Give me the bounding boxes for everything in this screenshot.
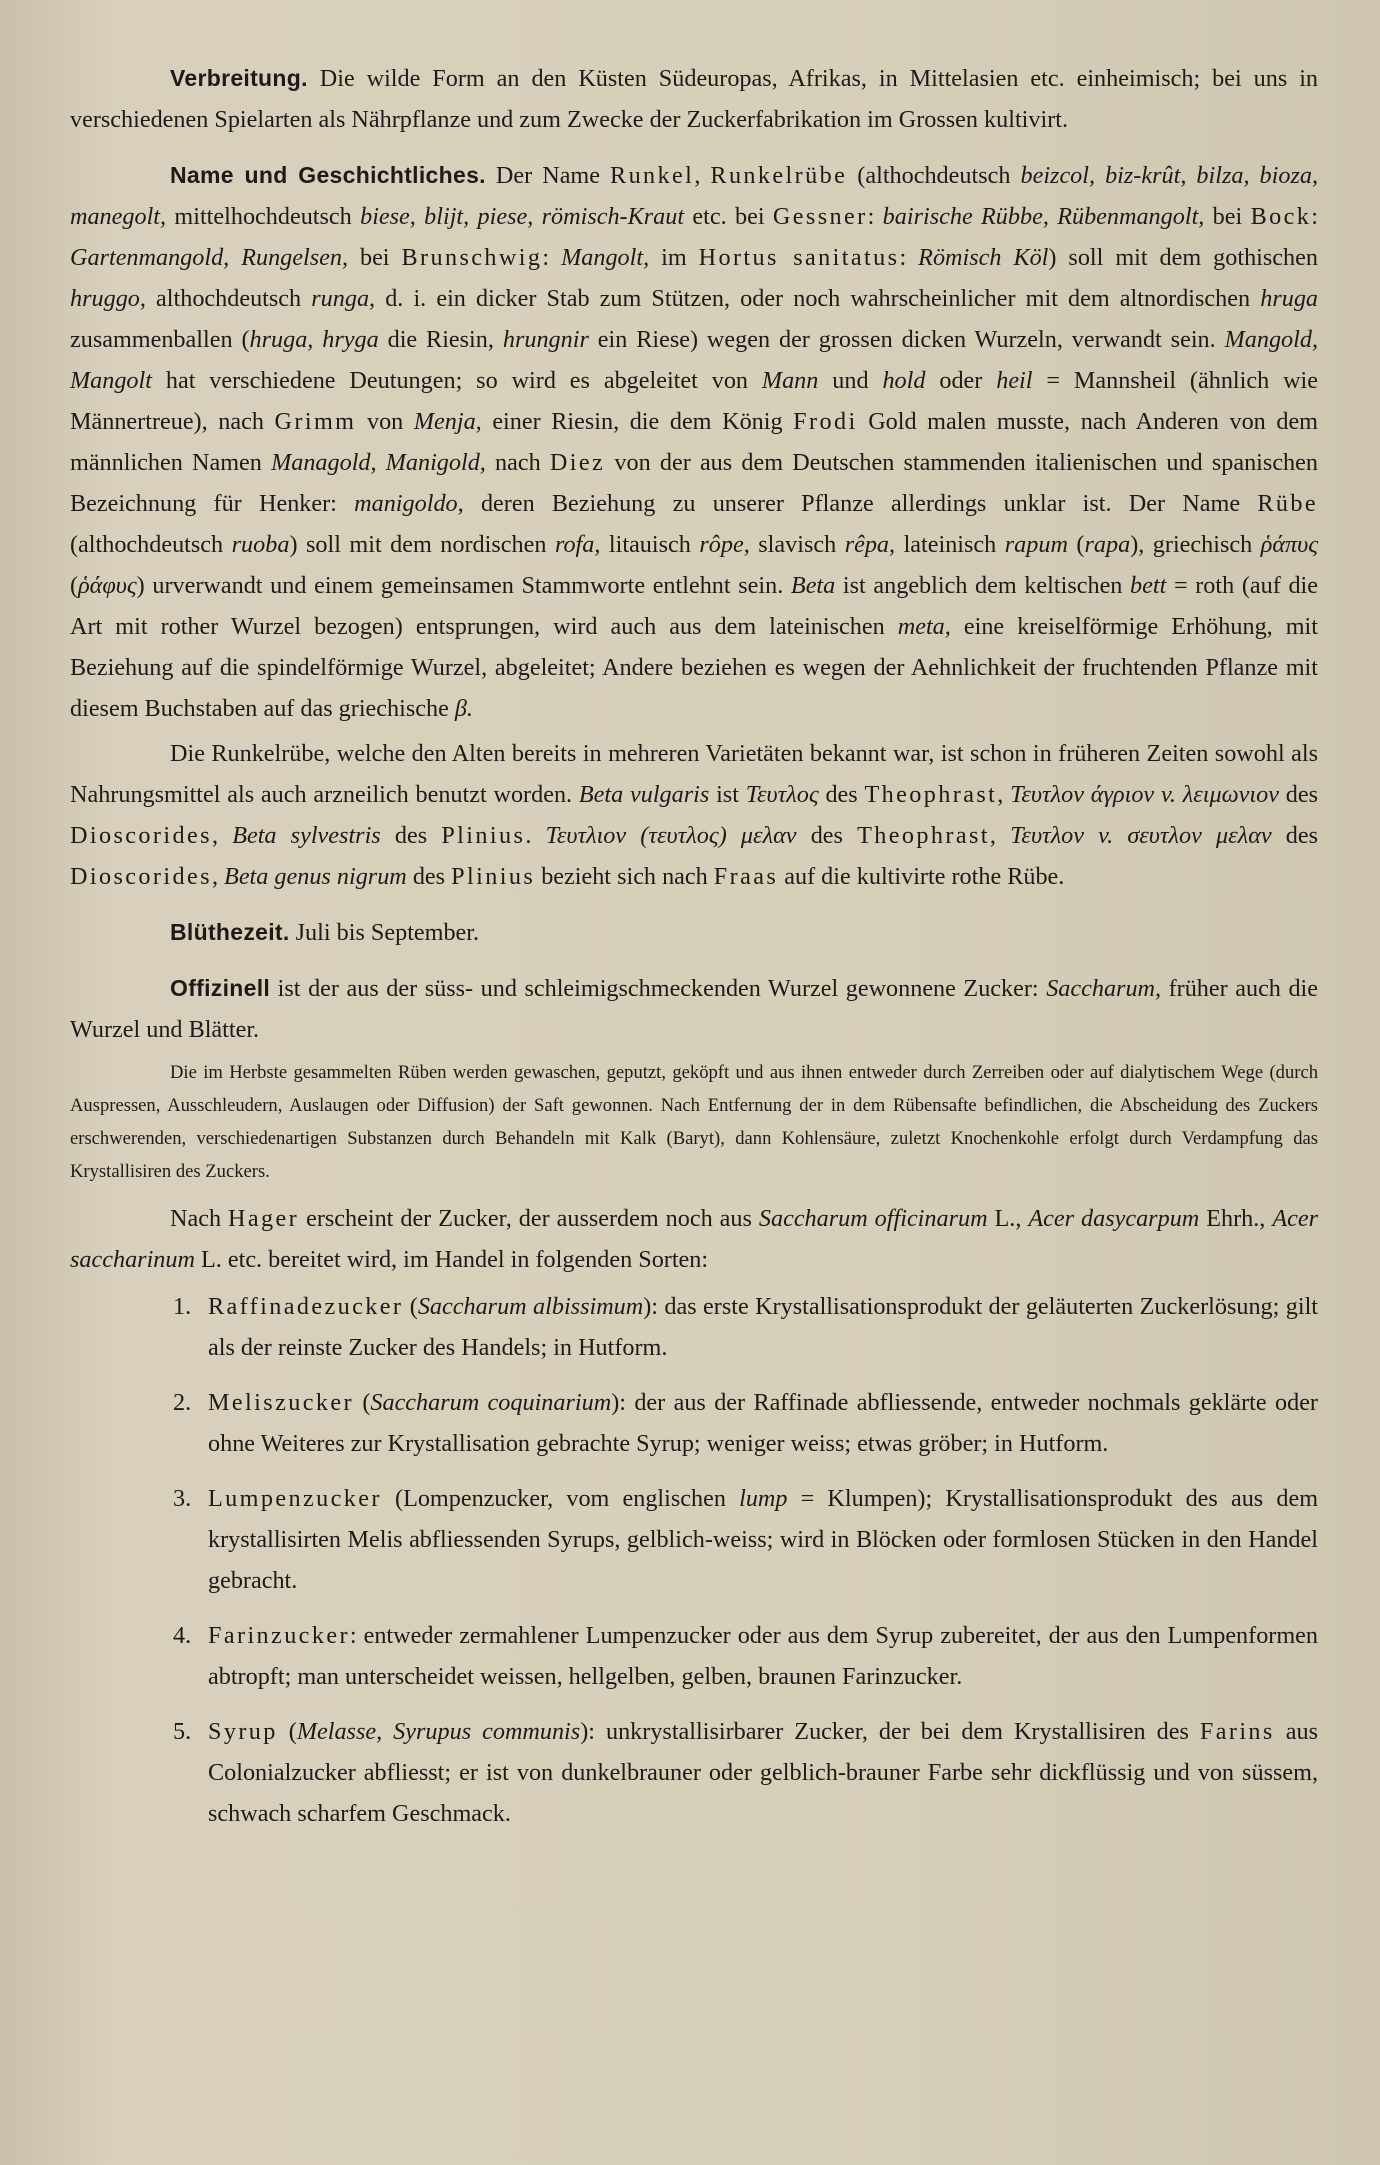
italic-term: runga, [311,285,376,312]
spaced-name: Frodi [793,408,858,435]
list-number: 1. [173,1293,192,1320]
italic-term: Acer dasycarpum [1028,1205,1200,1232]
sugar-type-item: 4. Farinzucker: entweder zermahlener Lumpenzucker oder aus dem Syrup zubereitet, der aus den Lumpenformen abtropft; man unterscheidet weissen, hellgelben, gelben, braunen Farinzucker. [70,1615,1318,1697]
spaced-name: Runkel [610,162,695,189]
italic-term: rofa, [554,531,601,558]
italic-term: rapum [1004,531,1068,558]
italic-term: ruoba [231,531,290,558]
italic-term: Römisch Köl [918,244,1049,271]
offizinell-paragraph [70,968,1318,1050]
italic-term: Managold, Manigold, [271,449,486,476]
spaced-name: Gessner [772,203,868,230]
italic-term: hruggo, [70,285,146,312]
italic-term: heil [996,367,1033,394]
name-paragraph [70,155,1318,729]
offizinell-text: ist der aus der süss- und schleimigschmeckenden Wurzel gewonnene Zucker: Saccharum, früher auch die Wurzel und Blätter. [70,975,1318,1043]
spaced-name: Dioscorides [70,822,212,849]
italic-term: Saccharum, [1046,975,1162,1002]
spaced-name: Hager [228,1205,300,1232]
list-number: 4. [173,1622,192,1649]
spaced-name: Plinius [441,822,526,849]
italic-term: rêpa, [844,531,896,558]
bluethe-paragraph [70,912,1318,953]
verbreitung-text: Die wilde Form an den Küsten Südeuropas, Afrikas, in Mittelasien etc. einheimisch; bei uns in verschiedenen Spielarten als Nährpflanze und zum Zwecke der Zuckerfabrikation im Grossen kultivirt. [70,65,1319,133]
italic-term: Saccharum coquinarium [370,1389,612,1416]
italic-term: Saccharum albissimum [417,1293,644,1320]
italic-term: Menja, [413,408,482,435]
hager-paragraph: Nach Hager erscheint der Zucker, der ausserdem noch aus Saccharum officinarum L., Acer dasycarpum Ehrh., Acer saccharinum L. etc. bereitet wird, im Handel in folgenden Sorten: [70,1205,1318,1273]
spaced-name: Raffinadezucker [208,1293,404,1320]
name-heading: Name und Geschichtliches. [170,162,486,188]
sugar-type-item: 2. Meliszucker (Saccharum coquinarium): der aus der Raffinade abfliessende, entweder nochmals geklärte oder ohne Weiteres zur Krystallisation gebrachte Syrup; weniger weiss; etwas gröber; in Hutform. [70,1382,1318,1464]
bluethe-text: Juli bis September. [295,919,480,946]
italic-term: Beta [790,572,836,599]
italic-term: biese, blijt, piese, römisch-Kraut [360,203,685,230]
production-note: Die im Herbste gesammelten Rüben werden gewaschen, geputzt, geköpft und aus ihnen entweder durch Zerreiben oder auf dialytischem Wege (durch Auspressen, Ausschleudern, Auslaugen oder Diffusion) der Saft gewonnen. Nach Entfernung der in dem Rübensafte befindlichen, die Abscheidung des Zuckers erschwerenden, verschiedenartigen Substanzen durch Behandeln mit Kalk (Baryt), dann Kohlensäure, zuletzt Knochenkohle erfolgt durch Verdampfung das Krystallisiren des Zuckers. [70,1062,1318,1182]
spaced-name: Runkelrübe [710,162,848,189]
italic-term: Melasse, Syrupus communis [296,1718,581,1745]
italic-term: Τευτλον v. σευτλον μελαν [1010,822,1272,849]
spaced-name: Fraas [713,863,779,890]
history-paragraph: Die Runkelrübe, welche den Alten bereits in mehreren Varietäten bekannt war, ist schon in früheren Zeiten sowohl als Nahrungsmittel als auch arzneilich benutzt worden. Beta vulgaris ist Τευτλος des Theophrast, Τευτλον άγριον v. λειμωνιον des Dioscorides, Beta sylvestris des Plinius. Τευτλιον (τευτλος) μελαν des Theophrast, Τευτλον v. σευτλον μελαν des Dioscorides, Beta genus nigrum des Plinius bezieht sich nach Fraas auf die kultivirte rothe Rübe. [70,740,1319,890]
bluethe-heading: Blüthezeit. [170,919,290,945]
italic-term: lump [739,1485,788,1512]
italic-term: Beta sylvestris [232,822,381,849]
italic-term: Mangold, Mangolt [70,326,1318,394]
italic-term: bairische Rübbe, Rübenmangolt, [882,203,1205,230]
spaced-name: Brunschwig [401,244,543,271]
spaced-name: Syrup [208,1718,278,1745]
italic-term: ῥάπυς [1260,531,1319,558]
sugar-type-item: 3. Lumpenzucker (Lompenzucker, vom englischen lump = Klumpen); Krystallisationsprodukt des aus dem krystallisirten Melis abfliessenden Syrups, gelblich-weiss; wird in Blöcken oder formlosen Stücken in den Handel gebracht. [70,1478,1318,1601]
spaced-name: Grimm [274,408,357,435]
spaced-name: Bock [1250,203,1312,230]
sugar-type-item: 5. Syrup (Melasse, Syrupus communis): unkrystallisirbarer Zucker, der bei dem Krystallisiren des Farins aus Colonialzucker abfliesst; er ist von dunkelbrauner oder gelblich-brauner Farbe sehr dickflüssig und von süssem, schwach scharfem Geschmack. [70,1711,1318,1834]
sugar-type-item: 1. Raffinadezucker (Saccharum albissimum): das erste Krystallisationsprodukt der geläuterten Zuckerlösung; gilt als der reinste Zucker des Handels; in Hutform. [70,1286,1318,1368]
spaced-name: Farins [1199,1718,1275,1745]
italic-term: hruga, hryga [249,326,379,353]
italic-term: Saccharum officinarum [758,1205,988,1232]
italic-term: Τευτλον άγριον v. λειμωνιον [1010,781,1279,808]
spaced-name: Farinzucker [208,1622,350,1649]
spaced-name: Meliszucker [208,1389,354,1416]
italic-term: Mangolt, [561,244,650,271]
spaced-name: Theophrast [857,822,990,849]
list-number: 5. [173,1718,192,1745]
sugar-types-list [70,1286,1318,1834]
verbreitung-paragraph [70,58,1318,140]
italic-term: β. [454,695,473,722]
spaced-name: Dioscorides [70,863,212,890]
spaced-name: Lumpenzucker [208,1485,382,1512]
italic-term: Beta vulgaris [578,781,710,808]
italic-term: Mann [761,367,819,394]
italic-term: Τευτλιον (τευτλος) μελαν [545,822,797,849]
italic-term: ῥάφυς [78,572,137,599]
italic-term: manigoldo, [354,490,464,517]
italic-term: rapa [1084,531,1131,558]
italic-term: hold [882,367,926,394]
italic-term: bett [1130,572,1167,599]
italic-term: Beta genus nigrum [224,863,407,890]
spaced-name: Diez [549,449,606,476]
italic-term: hruga [1260,285,1319,312]
italic-term: Gartenmangold, Rungelsen, [70,244,348,271]
list-number: 2. [173,1389,192,1416]
italic-term: hrungnir [502,326,589,353]
italic-term: meta, [897,613,951,640]
italic-term: Acer saccharinum [70,1205,1318,1273]
verbreitung-heading: Verbreitung. [170,65,308,91]
spaced-name: Plinius [451,863,536,890]
spaced-name: Theophrast [864,781,998,808]
spaced-name: Rübe [1257,490,1318,517]
spaced-name: Hortus sanitatus [698,244,900,271]
offizinell-heading: Offizinell [170,975,271,1001]
italic-term: rôpe, [699,531,750,558]
name-text: Der Name Runkel, Runkelrübe (althochdeutsch beizcol, biz-krût, bilza, bioza, manegolt, mittelhochdeutsch biese, blijt, piese, römisch-Kraut etc. bei Gessner: bairische Rübbe, Rübenmangolt, bei Bock: Gartenmangold, Rungelsen, bei Brunschwig: Mangolt, im Hortus sanitatus: Römisch Köl) soll mit dem gothischen hruggo, althochdeutsch runga, d. i. ein dicker Stab zum Stützen, oder noch wahrscheinlicher mit dem altnordischen hruga zusammenballen (hruga, hryga die Riesin, hrungnir ein Riese) wegen der grossen dicken Wurzeln, verwandt sein. Mangold, Mangolt hat verschiedene Deutungen; so wird es abgeleitet von Mann und hold oder heil = Mannsheil (ähnlich wie Männertreue), nach Grimm von Menja, einer Riesin, die dem König Frodi Gold malen musste, nach Anderen von dem männlichen Namen Managold, Manigold, nach Diez von der aus dem Deutschen stammenden italienischen und spanischen Bezeichnung für Henker: manigoldo, deren Beziehung zu unserer Pflanze allerdings unklar ist. Der Name Rübe (althochdeutsch ruoba) soll mit dem nordischen rofa, litauisch rôpe, slavisch rêpa, lateinisch rapum (rapa), griechisch ῥάπυς (ῥάφυς) urverwandt und einem gemeinsamen Stammworte entlehnt sein. Beta ist angeblich dem keltischen bett = roth (auf die Art mit rother Wurzel bezogen) entsprungen, wird auch aus dem lateinischen meta, eine kreiselförmige Erhöhung, mit Beziehung auf die spindelförmige Wurzel, abgeleitet; Andere beziehen es wegen der Aehnlichkeit der fruchtenden Pflanze mit diesem Buchstaben auf das griechische β. [70,162,1319,722]
list-number: 3. [173,1485,192,1512]
italic-term: Τευτλος [745,781,819,808]
italic-term: beizcol, biz-krût, bilza, bioza, manegolt, [70,162,1319,230]
